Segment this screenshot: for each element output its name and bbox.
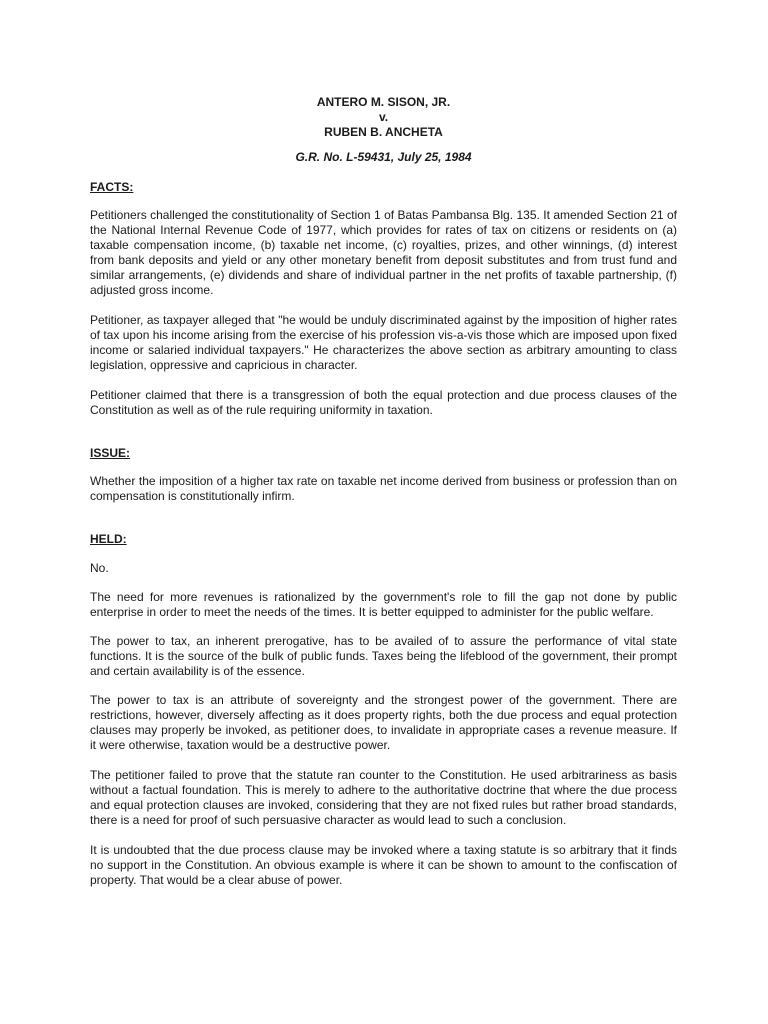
petitioner-name: ANTERO M. SISON, JR. (316, 95, 451, 109)
issue-heading: ISSUE: (90, 446, 131, 460)
respondent-name: RUBEN B. ANCHETA (324, 125, 443, 139)
facts-paragraph-1: Petitioners challenged the constitutionality of Section 1 of Batas Pambansa Blg. 135. It amended Section 21 of the National Internal Revenue Code of 1977, which provides for rates of tax on citizens or residents on (a) taxable compensation income, (b) taxable net income, (c) royalties, prizes, and other winnings, (d) interest from bank deposits and yield or any other monetary benefit from deposit substitutes and from trust fund and similar arrangements, (e) dividends and share of individual partner in the net profits of taxable partnership, (f) adjusted gross income. (90, 208, 677, 297)
held-heading: HELD: (90, 532, 127, 546)
facts-paragraph-3: Petitioner claimed that there is a transgression of both the equal protection and due process clauses of the Constitution as well as of the rule requiring uniformity in taxation. (90, 388, 677, 417)
held-answer: No. (90, 561, 109, 575)
held-paragraph-2: The power to tax, an inherent prerogative, has to be availed of to assure the performance of vital state functions. It is the source of the bulk of public funds. Taxes being the lifeblood of the government, their prompt and certain availability is of the essence. (90, 634, 677, 678)
issue-paragraph-1: Whether the imposition of a higher tax rate on taxable net income derived from business or profession than on compensation is constitutionally infirm. (90, 474, 677, 503)
versus-label: v. (378, 110, 389, 124)
held-paragraph-1: The need for more revenues is rationalized by the government's role to fill the gap not done by public enterprise in order to meet the needs of the times. It is better equipped to administer for the public welfare. (90, 590, 677, 619)
held-paragraph-4: The petitioner failed to prove that the statute ran counter to the Constitution. He used arbitrariness as basis without a factual foundation. This is merely to adhere to the authoritative doctrine that where the due process and equal protection clauses are invoked, considering that they are not fixed rules but rather broad standards, there is a need for proof of such persuasive character as would lead to such a conclusion. (90, 768, 677, 827)
document-page (90, 95, 677, 888)
facts-paragraph-2: Petitioner, as taxpayer alleged that "he would be unduly discriminated against by the imposition of higher rates of tax upon his income arising from the exercise of his profession vis-a-vis those which are imposed upon fixed income or salaried individual taxpayers." He characterizes the above section as arbitrary amounting to class legislation, oppressive and capricious in character. (90, 313, 677, 372)
held-paragraph-3: The power to tax is an attribute of sovereignty and the strongest power of the government. There are restrictions, however, diversely affecting as it does property rights, both the due process and equal protection clauses may properly be invoked, as petitioner does, to invalidate in appropriate cases a revenue measure. If it were otherwise, taxation would be a destructive power. (90, 693, 677, 752)
facts-heading: FACTS: (90, 180, 134, 194)
case-title (90, 95, 677, 140)
case-reference: G.R. No. L-59431, July 25, 1984 (295, 150, 472, 164)
held-paragraph-5: It is undoubted that the due process clause may be invoked where a taxing statute is so arbitrary that it finds no support in the Constitution. An obvious example is where it can be shown to amount to the confiscation of property. That would be a clear abuse of power. (90, 843, 677, 887)
